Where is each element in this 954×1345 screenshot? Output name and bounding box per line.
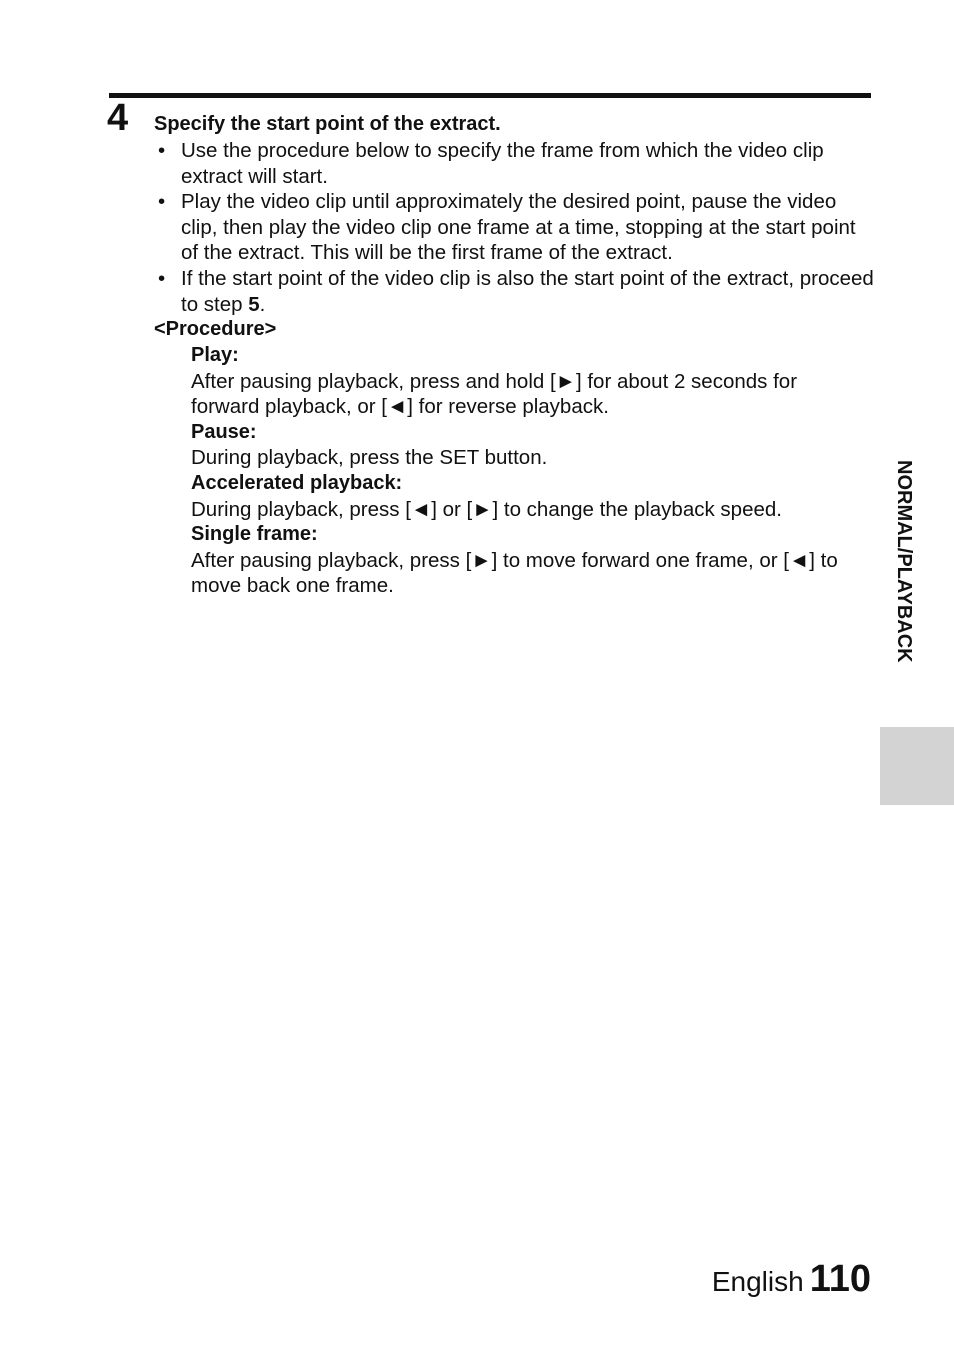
- bullet-dot: •: [158, 190, 166, 214]
- side-tab-label: NORMAL/PLAYBACK: [893, 460, 915, 663]
- procedure-accelerated-text: During playback, press [◄] or [►] to change the playback speed.: [191, 497, 782, 521]
- bullet-item: [154, 138, 874, 189]
- procedure-pause-text: During playback, press the SET button.: [191, 446, 548, 470]
- bullet-dot: •: [158, 266, 166, 290]
- procedure-single-frame-text: After pausing playback, press [►] to move forward one frame, or [◄] to move back one frame.: [191, 548, 838, 598]
- bullet-item: [154, 189, 874, 266]
- footer-language: English: [711, 1266, 804, 1297]
- bullet-text: Use the procedure below to specify the frame from which the video clip extract will start.: [181, 139, 824, 188]
- bullet-item: [154, 266, 874, 317]
- procedure-pause-label: Pause:: [191, 420, 257, 443]
- procedure-play-label: Play:: [191, 344, 239, 366]
- side-tab-block: [880, 727, 954, 805]
- procedure-play-text: After pausing playback, press and hold [►] for about 2 seconds for forward playback, or [◄] for reverse playback.: [191, 369, 798, 419]
- step-reference: 5: [248, 292, 260, 316]
- page-number: 110: [809, 1258, 871, 1300]
- top-rule: [109, 93, 871, 98]
- step-number: 4: [107, 97, 129, 139]
- bullet-text: Play the video clip until approximately the desired point, pause the video clip, then play the video clip one frame at a time, stopping at the start point of the extract. This will be the first frame of the extract.: [181, 190, 856, 265]
- procedure-single-frame-label: Single frame:: [191, 523, 318, 546]
- procedure-accelerated-label: Accelerated playback:: [191, 471, 403, 494]
- bullet-dot: •: [158, 139, 166, 162]
- step-title: Specify the start point of the extract.: [154, 113, 501, 135]
- bullet-text-end: .: [259, 292, 266, 316]
- bullet-list: [154, 138, 874, 317]
- procedure-list: [191, 343, 871, 599]
- procedure-heading: <Procedure>: [154, 318, 277, 340]
- page-footer: [712, 1258, 871, 1301]
- bullet-text: If the start point of the video clip is also the start point of the extract, proceed to step: [181, 266, 874, 316]
